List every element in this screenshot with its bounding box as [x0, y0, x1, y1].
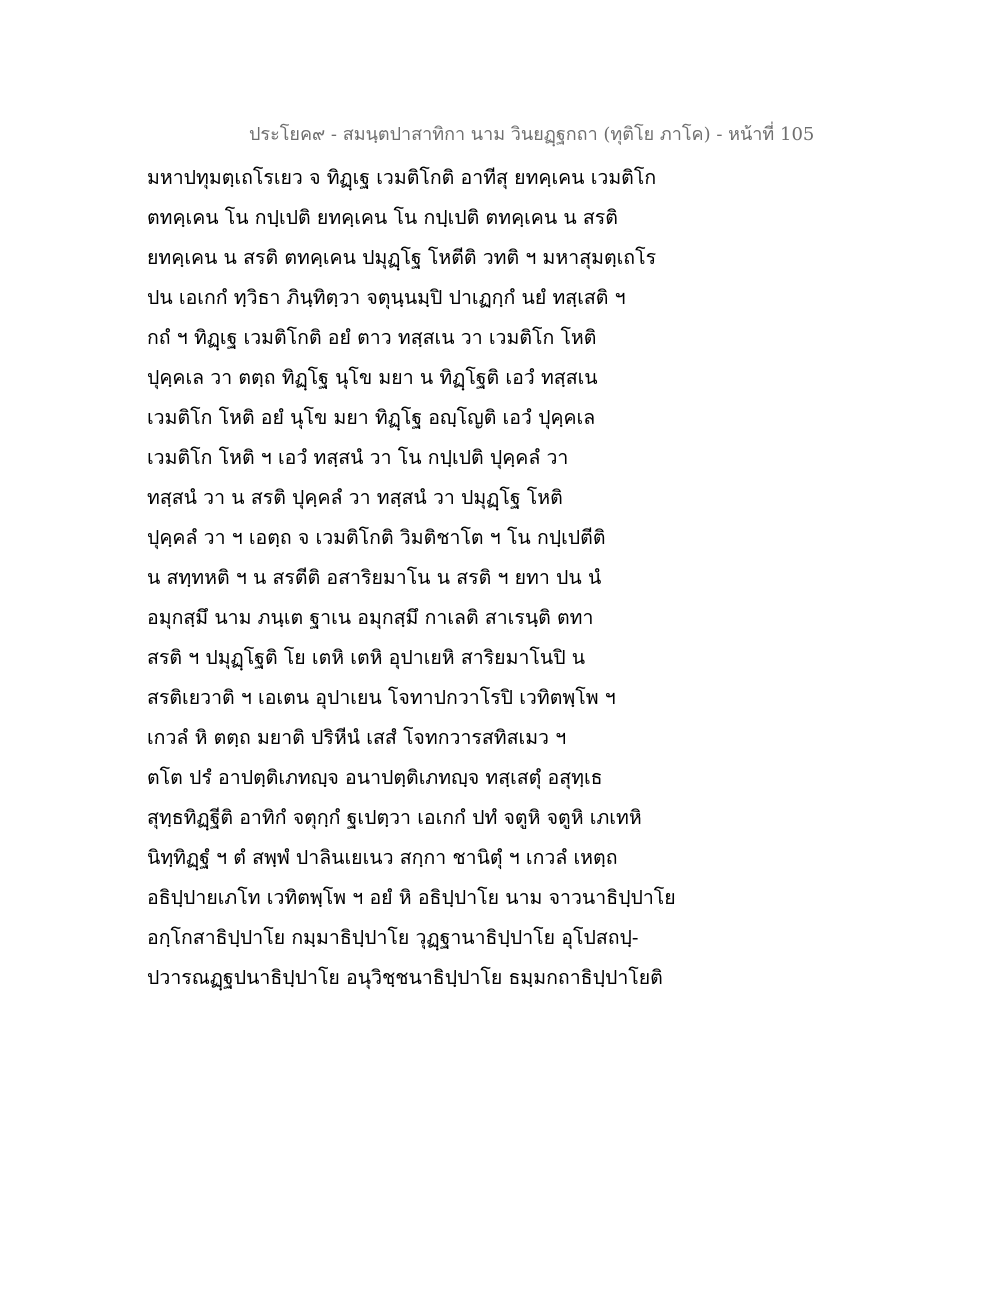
text-line-1: มหาปทุมตฺเถโรเยว จ ทิฏฺเฐ เวมติโกติ อาทีสุ ยทคฺเคน เวมติโก [147, 166, 657, 189]
text-line-2: ตทคฺเคน โน กปฺเปติ ยทคฺเคน โน กปฺเปติ ตทคฺเคน น สรติ [147, 206, 618, 229]
text-line-20: อกฺโกสาธิปฺปาโย กมฺมาธิปฺปาโย วุฏฺฐานาธิปฺปาโย อุโปสถปฺ- [147, 926, 639, 949]
text-line-8: เวมติโก โหติ ฯ เอวํ ทสฺสนํ วา โน กปฺเปติ ปุคฺคลํ วา [147, 446, 569, 469]
text-line-11: น สทฺทหติ ฯ น สรตีติ อสาริยมาโน น สรติ ฯ ยทา ปน นํ [147, 566, 602, 589]
text-line-14: สรติเยวาติ ฯ เอเตน อุปาเยน โจทาปกวาโรปิ เวทิตพฺโพ ฯ [147, 686, 616, 709]
text-line-16: ตโต ปรํ อาปตฺติเภทญฺจ อนาปตฺติเภทญฺจ ทสฺเสตุํ อสุทฺเธ [147, 766, 603, 789]
text-line-19: อธิปฺปายเภโท เวทิตพฺโพ ฯ อยํ หิ อธิปฺปาโย นาม จาวนาธิปฺปาโย [147, 886, 676, 909]
text-line-21: ปวารณฏฺฐปนาธิปฺปาโย อนุวิชฺชนาธิปฺปาโย ธมฺมกถาธิปฺปาโยติ [147, 966, 663, 989]
text-line-15: เกวลํ หิ ตตฺถ มยาติ ปริหีนํ เสสํ โจทกวารสทิสเมว ฯ [147, 726, 567, 749]
body-text [147, 158, 677, 998]
text-line-18: นิทฺทิฏฺฐํ ฯ ตํ สพฺพํ ปาลินเยเนว สกฺกา ชานิตุํ ฯ เกวลํ เหตฺถ [147, 846, 618, 869]
text-line-10: ปุคฺคลํ วา ฯ เอตฺถ จ เวมติโกติ วิมติชาโต ฯ โน กปฺเปตีติ [147, 526, 606, 549]
page-header: ประโยค๙ - สมนฺตปาสาทิกา นาม วินยฏฺฐกถา (ทุติโย ภาโค) - หน้าที่ 105 [249, 124, 815, 145]
text-line-9: ทสฺสนํ วา น สรติ ปุคฺคลํ วา ทสฺสนํ วา ปมุฏฺโฐ โหติ [147, 486, 563, 509]
text-line-17: สุทฺธทิฏฺฐีติ อาทิกํ จตุกฺกํ ฐเปตฺวา เอเกกํ ปทํ จตูหิ จตูหิ เภเทหิ [147, 806, 642, 829]
text-line-3: ยทคฺเคน น สรติ ตทคฺเคน ปมุฏฺโฐ โหตีติ วทติ ฯ มหาสุมตฺเถโร [147, 246, 657, 269]
text-line-13: สรติ ฯ ปมุฏฺโฐติ โย เตหิ เตหิ อุปาเยหิ สาริยมาโนปิ น [147, 646, 586, 669]
text-line-12: อมุกสฺมึ นาม ภนฺเต ฐาเน อมุกสฺมึ กาเลติ สาเรนฺติ ตทา [147, 606, 594, 629]
text-line-7: เวมติโก โหติ อยํ นุโข มยา ทิฏฺโฐ อญฺโญติ เอวํ ปุคฺคเล [147, 406, 596, 429]
text-line-6: ปุคฺคเล วา ตตฺถ ทิฏฺโฐ นุโข มยา น ทิฏฺโฐติ เอวํ ทสฺสเน [147, 366, 598, 389]
text-line-5: กถํ ฯ ทิฏฺเฐ เวมติโกติ อยํ ตาว ทสฺสเน วา เวมติโก โหติ [147, 326, 597, 349]
text-line-4: ปน เอเกกํ ทฺวิธา ภินฺทิตฺวา จตุนฺนมฺปิ ปาเฏกฺกํ นยํ ทสฺเสติ ฯ [147, 286, 626, 309]
